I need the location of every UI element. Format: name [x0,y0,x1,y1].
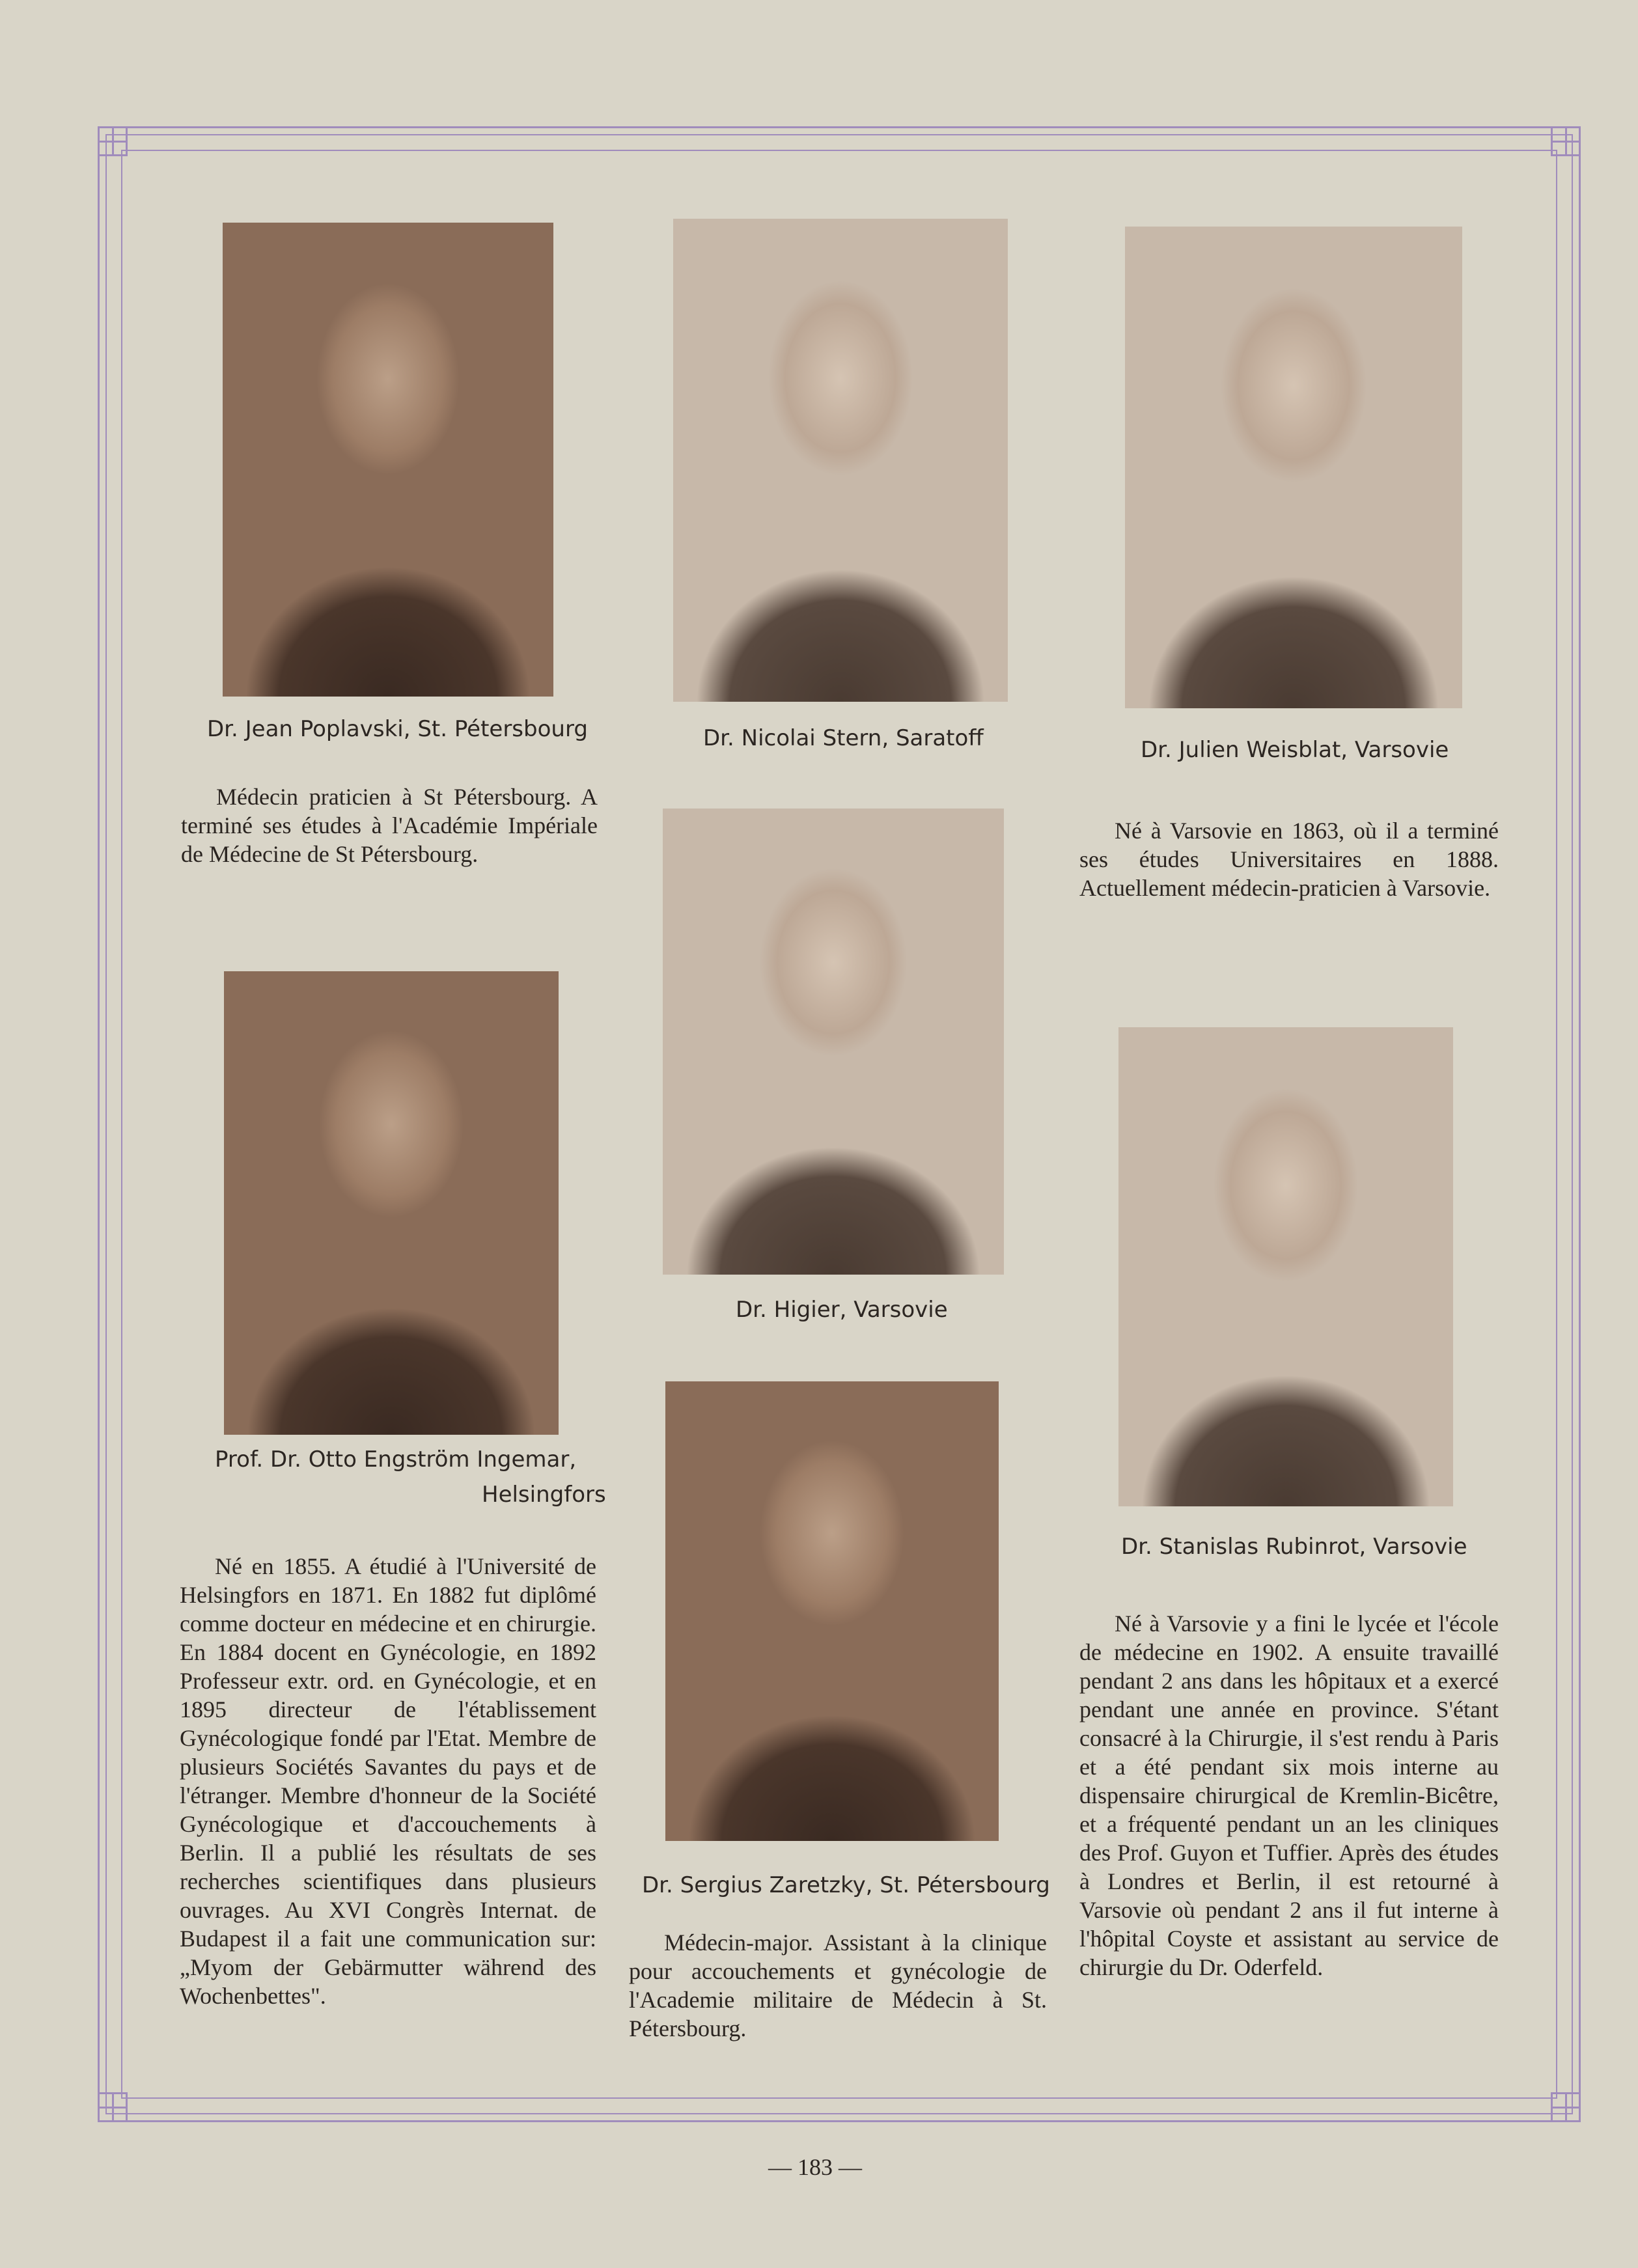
bio-engstrom: Né en 1855. A étudié à l'Université de Helsingfors en 1871. En 1882 fut diplômé comme docteur en médecine et en chirurgie. En 1884 docent en Gynécologie, en 1892 Professeur extr. ord. en Gynécologie, et en 1895 directeur de l'établissement Gynécologique fondé par l'Etat. Membre de plusieurs Sociétés Savantes du pays et de l'étranger. Membre d'honneur de la Société Gynécologique et d'accouchements à Berlin. Il a publié les résultats de ses recherches scientifiques dans plusieurs ouvrages. Au XVI Congrès Internat. de Budapest il a fait une communication sur: „Myom der Gebärmutter während des Wochenbettes". [180,1553,596,2009]
caption-zaretzky: Dr. Sergius Zaretzky, St. Pétersbourg [642,1872,1050,1898]
caption-stern: Dr. Nicolai Stern, Saratoff [703,725,984,751]
caption-weisblat: Dr. Julien Weisblat, Varsovie [1141,737,1449,763]
portrait-zaretzky [665,1381,999,1841]
portrait-higier [663,809,1004,1275]
bio-poplavski: Médecin praticien à St Pétersbourg. A terminé ses études à l'Académie Impériale de Médecine de St Pétersbourg. [181,784,598,867]
caption-higier: Dr. Higier, Varsovie [736,1297,948,1323]
caption-poplavski: Dr. Jean Poplavski, St. Pétersbourg [207,716,588,742]
caption-engstrom-line2: Helsingfors [482,1482,606,1508]
portrait-weisblat [1125,227,1462,708]
corner-ornament [98,2092,128,2122]
caption-rubinrot: Dr. Stanislas Rubinrot, Varsovie [1121,1534,1467,1560]
bio-zaretzky: Médecin-major. Assistant à la clinique pour accouchements et gynécologie de l'Academie militaire de Médecin à St. Pétersbourg. [629,1929,1047,2041]
page-number: — 183 — [768,2154,862,2180]
portrait-rubinrot [1118,1027,1453,1506]
portrait-poplavski [223,223,553,697]
corner-ornament [1551,126,1581,156]
portrait-engstrom [224,971,559,1435]
corner-ornament [1551,2092,1581,2122]
corner-ornament [98,126,128,156]
caption-engstrom-line1: Prof. Dr. Otto Engström Ingemar, [215,1446,577,1473]
bio-rubinrot: Né à Varsovie y a fini le lycée et l'école de médecine en 1902. A ensuite travaillé pendant 2 ans dans les hôpitaux et a exercé pendant une année en province. S'étant consacré à la Chirurgie, il s'est rendu à Paris et a été pendant six mois interne au dispensaire chirurgical de Kremlin-Bicêtre, et a fréquenté pendant un an les cliniques des Prof. Guyon et Tuffier. Après des études à Londres et Berlin, il est retourné à Varsovie où pendant 2 ans il fut interne à l'hôpital Coyste et assistant au service de chirurgie du Dr. Oderfeld. [1079,1611,1499,1980]
bio-weisblat: Né à Varsovie en 1863, où il a terminé ses études Universitaires en 1888. Actuellement médecin-praticien à Varsovie. [1079,818,1499,901]
portrait-stern [673,219,1008,702]
